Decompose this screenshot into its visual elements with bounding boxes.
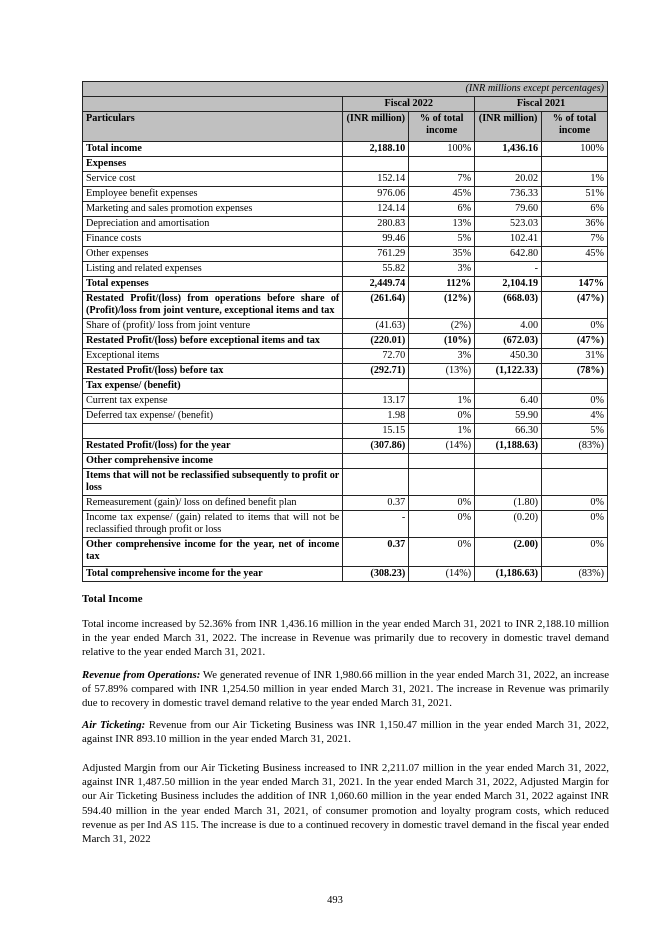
- cell-pct-2022: 6%: [409, 202, 475, 217]
- row-label: Other comprehensive income: [83, 454, 343, 469]
- total-income-heading: Total Income: [82, 593, 143, 605]
- cell-pct-2022: (14%): [409, 439, 475, 454]
- table-row: [83, 394, 608, 409]
- revenue-operations-label: Revenue from Operations:: [82, 669, 201, 681]
- cell-inr-2022: (308.23): [343, 567, 409, 582]
- cell-pct-2022: 45%: [409, 187, 475, 202]
- cell-inr-2021: 2,104.19: [475, 277, 542, 292]
- cell-inr-2021: 642.80: [475, 247, 542, 262]
- row-label: Deferred tax expense/ (benefit): [83, 409, 343, 424]
- cell-pct-2022: [409, 454, 475, 469]
- cell-pct-2021: 0%: [542, 319, 608, 334]
- cell-pct-2021: 45%: [542, 247, 608, 262]
- cell-pct-2021: [542, 469, 608, 496]
- cell-inr-2021: (1,186.63): [475, 567, 542, 582]
- cell-pct-2021: (78%): [542, 364, 608, 379]
- row-label: Restated Profit/(loss) before exceptional items and tax: [83, 334, 343, 349]
- cell-pct-2021: 36%: [542, 217, 608, 232]
- cell-inr-2021: (2.00): [475, 538, 542, 567]
- cell-inr-2022: (41.63): [343, 319, 409, 334]
- col-header-inr-2021: (INR million): [475, 112, 542, 142]
- cell-inr-2021: (672.03): [475, 334, 542, 349]
- table-row: [83, 142, 608, 157]
- cell-inr-2021: [475, 157, 542, 172]
- cell-pct-2021: 147%: [542, 277, 608, 292]
- cell-inr-2022: 976.06: [343, 187, 409, 202]
- cell-inr-2022: 124.14: [343, 202, 409, 217]
- cell-pct-2021: 6%: [542, 202, 608, 217]
- cell-inr-2021: [475, 379, 542, 394]
- cell-pct-2021: (83%): [542, 439, 608, 454]
- cell-inr-2022: 15.15: [343, 424, 409, 439]
- cell-inr-2021: 66.30: [475, 424, 542, 439]
- row-label: Restated Profit/(loss) from operations before share of (Profit)/loss from joint venture, exceptional items and tax: [83, 292, 343, 319]
- table-row: [83, 247, 608, 262]
- row-label: Current tax expense: [83, 394, 343, 409]
- cell-inr-2021: (1,122.33): [475, 364, 542, 379]
- cell-inr-2022: 99.46: [343, 232, 409, 247]
- page-number: 493: [327, 895, 343, 906]
- table-row: [83, 364, 608, 379]
- cell-inr-2021: 736.33: [475, 187, 542, 202]
- cell-inr-2022: 0.37: [343, 496, 409, 511]
- table-row: [83, 277, 608, 292]
- table-row: [83, 496, 608, 511]
- cell-pct-2021: (83%): [542, 567, 608, 582]
- cell-pct-2022: 0%: [409, 496, 475, 511]
- cell-pct-2022: 1%: [409, 424, 475, 439]
- cell-inr-2021: -: [475, 262, 542, 277]
- cell-pct-2021: (47%): [542, 334, 608, 349]
- row-label: Other comprehensive income for the year, net of income tax: [83, 538, 343, 567]
- financial-table: [82, 81, 608, 582]
- row-label: Depreciation and amortisation: [83, 217, 343, 232]
- cell-inr-2022: 0.37: [343, 538, 409, 567]
- row-label: Items that will not be reclassified subsequently to profit or loss: [83, 469, 343, 496]
- empty-header-cell: [83, 97, 343, 112]
- cell-inr-2022: (220.01): [343, 334, 409, 349]
- cell-pct-2021: 51%: [542, 187, 608, 202]
- cell-inr-2021: (1,188.63): [475, 439, 542, 454]
- air-ticketing-text: Revenue from our Air Ticketing Business was INR 1,150.47 million in the year ended March 31, 2022, against INR 893.10 million in the year ended March 31, 2021.: [82, 719, 609, 746]
- cell-pct-2021: [542, 379, 608, 394]
- row-label: Total income: [83, 142, 343, 157]
- cell-pct-2021: 100%: [542, 142, 608, 157]
- air-ticketing-label: Air Ticketing:: [82, 719, 146, 731]
- row-label: Employee benefit expenses: [83, 187, 343, 202]
- cell-pct-2022: [409, 379, 475, 394]
- cell-pct-2021: 0%: [542, 394, 608, 409]
- table-row: [83, 232, 608, 247]
- row-label: Finance costs: [83, 232, 343, 247]
- cell-pct-2021: [542, 157, 608, 172]
- adjusted-margin-paragraph: Adjusted Margin from our Air Ticketing Business increased to INR 2,211.07 million in the year ended March 31, 2022, against INR 1,487.50 million in the year ended March 31, 2021. In the year ended March 31, 2022, Adjusted Margin for our Air Ticketing Business includes the addition of INR 1,060.60 million in the year ended March 31, 2022 against INR 594.40 million in the year ended March 31, 2021, of consumer promotion and loyalty program costs, which reduced revenue as per Ind AS 115. The increase is due to a continued recovery in domestic travel demand in the fiscal year ended March 31, 2022: [82, 762, 609, 846]
- revenue-operations-text: We generated revenue of INR 1,980.66 million in the year ended March 31, 2022, an increase of 57.89% compared with INR 1,254.50 million in year ended March 31, 2021. The increase in Revenue was primarily due to recovery in domestic travel demand relative to the year ended March 31, 2021.: [82, 669, 609, 710]
- row-label: Restated Profit/(loss) before tax: [83, 364, 343, 379]
- table-row: [83, 469, 608, 496]
- row-label: Remeasurement (gain)/ loss on defined benefit plan: [83, 496, 343, 511]
- cell-inr-2021: 1,436.16: [475, 142, 542, 157]
- cell-inr-2022: 55.82: [343, 262, 409, 277]
- row-label: Total expenses: [83, 277, 343, 292]
- table-row: [83, 292, 608, 319]
- table-row: [83, 217, 608, 232]
- cell-inr-2021: [475, 469, 542, 496]
- cell-pct-2021: (47%): [542, 292, 608, 319]
- cell-inr-2022: 72.70: [343, 349, 409, 364]
- table-row: [83, 567, 608, 582]
- cell-inr-2022: -: [343, 511, 409, 538]
- cell-pct-2022: (12%): [409, 292, 475, 319]
- cell-inr-2021: 102.41: [475, 232, 542, 247]
- cell-pct-2021: 0%: [542, 511, 608, 538]
- column-header-row: [83, 112, 608, 142]
- cell-pct-2021: 31%: [542, 349, 608, 364]
- particulars-header: Particulars: [83, 112, 343, 142]
- cell-inr-2022: [343, 157, 409, 172]
- cell-inr-2021: 20.02: [475, 172, 542, 187]
- cell-pct-2022: 7%: [409, 172, 475, 187]
- cell-inr-2021: 6.40: [475, 394, 542, 409]
- cell-pct-2022: 5%: [409, 232, 475, 247]
- row-label: Total comprehensive income for the year: [83, 567, 343, 582]
- cell-pct-2022: 100%: [409, 142, 475, 157]
- table-row: [83, 379, 608, 394]
- cell-pct-2022: 0%: [409, 511, 475, 538]
- table-row: [83, 439, 608, 454]
- total-income-paragraph: Total income increased by 52.36% from INR 1,436.16 million in the year ended March 31, 2021 to INR 2,188.10 million in the year ended March 31, 2022. The increase in Revenue was primarily due to recovery in domestic travel demand relative to the year ended March 31, 2021.: [82, 618, 609, 659]
- row-label: Listing and related expenses: [83, 262, 343, 277]
- table-row: [83, 172, 608, 187]
- table-row: [83, 538, 608, 567]
- fiscal-2021-header: Fiscal 2021: [475, 97, 608, 112]
- fiscal-header-row: [83, 97, 608, 112]
- cell-inr-2022: 280.83: [343, 217, 409, 232]
- table-row: [83, 202, 608, 217]
- cell-pct-2022: 13%: [409, 217, 475, 232]
- row-label: Share of (profit)/ loss from joint venture: [83, 319, 343, 334]
- cell-pct-2021: 7%: [542, 232, 608, 247]
- row-label: Income tax expense/ (gain) related to items that will not be reclassified through profit or loss: [83, 511, 343, 538]
- cell-inr-2022: (261.64): [343, 292, 409, 319]
- col-header-inr-2022: (INR million): [343, 112, 409, 142]
- cell-inr-2022: 1.98: [343, 409, 409, 424]
- cell-inr-2021: 450.30: [475, 349, 542, 364]
- cell-pct-2022: 3%: [409, 262, 475, 277]
- cell-pct-2022: (13%): [409, 364, 475, 379]
- cell-inr-2022: 152.14: [343, 172, 409, 187]
- cell-inr-2021: [475, 454, 542, 469]
- table-row: [83, 511, 608, 538]
- revenue-operations-paragraph: [82, 668, 609, 711]
- table-row: [83, 334, 608, 349]
- row-label: Exceptional items: [83, 349, 343, 364]
- row-label: Service cost: [83, 172, 343, 187]
- cell-inr-2022: 13.17: [343, 394, 409, 409]
- cell-pct-2022: (14%): [409, 567, 475, 582]
- col-header-pct-2022: % of total income: [409, 112, 475, 142]
- row-label: Expenses: [83, 157, 343, 172]
- cell-inr-2021: (1.80): [475, 496, 542, 511]
- cell-inr-2021: (668.03): [475, 292, 542, 319]
- cell-pct-2022: (10%): [409, 334, 475, 349]
- row-label: [83, 424, 343, 439]
- cell-pct-2021: [542, 454, 608, 469]
- table-row: [83, 319, 608, 334]
- row-label: Restated Profit/(loss) for the year: [83, 439, 343, 454]
- cell-inr-2021: 523.03: [475, 217, 542, 232]
- cell-pct-2022: [409, 469, 475, 496]
- cell-inr-2022: 761.29: [343, 247, 409, 262]
- cell-inr-2022: 2,449.74: [343, 277, 409, 292]
- cell-inr-2022: [343, 469, 409, 496]
- air-ticketing-paragraph: [82, 718, 609, 746]
- cell-pct-2022: 35%: [409, 247, 475, 262]
- cell-pct-2022: 1%: [409, 394, 475, 409]
- cell-inr-2021: (0.20): [475, 511, 542, 538]
- table-row: [83, 409, 608, 424]
- cell-pct-2021: 0%: [542, 538, 608, 567]
- cell-pct-2021: 5%: [542, 424, 608, 439]
- row-label: Marketing and sales promotion expenses: [83, 202, 343, 217]
- cell-pct-2021: 1%: [542, 172, 608, 187]
- cell-pct-2022: 112%: [409, 277, 475, 292]
- cell-pct-2021: 4%: [542, 409, 608, 424]
- cell-pct-2022: (2%): [409, 319, 475, 334]
- row-label: Other expenses: [83, 247, 343, 262]
- cell-pct-2022: 0%: [409, 409, 475, 424]
- cell-inr-2021: 59.90: [475, 409, 542, 424]
- row-label: Tax expense/ (benefit): [83, 379, 343, 394]
- col-header-pct-2021: % of total income: [542, 112, 608, 142]
- units-row: [83, 82, 608, 97]
- fiscal-2022-header: Fiscal 2022: [343, 97, 475, 112]
- cell-pct-2021: [542, 262, 608, 277]
- cell-inr-2022: (292.71): [343, 364, 409, 379]
- units-note: (INR millions except percentages): [83, 82, 608, 97]
- table-row: [83, 262, 608, 277]
- cell-inr-2022: (307.86): [343, 439, 409, 454]
- table-row: [83, 349, 608, 364]
- table-row: [83, 424, 608, 439]
- cell-pct-2022: [409, 157, 475, 172]
- cell-inr-2021: 79.60: [475, 202, 542, 217]
- table-row: [83, 187, 608, 202]
- cell-inr-2021: 4.00: [475, 319, 542, 334]
- cell-pct-2022: 3%: [409, 349, 475, 364]
- cell-inr-2022: [343, 379, 409, 394]
- table-row: [83, 454, 608, 469]
- table-row: [83, 157, 608, 172]
- cell-inr-2022: [343, 454, 409, 469]
- cell-inr-2022: 2,188.10: [343, 142, 409, 157]
- cell-pct-2022: 0%: [409, 538, 475, 567]
- cell-pct-2021: 0%: [542, 496, 608, 511]
